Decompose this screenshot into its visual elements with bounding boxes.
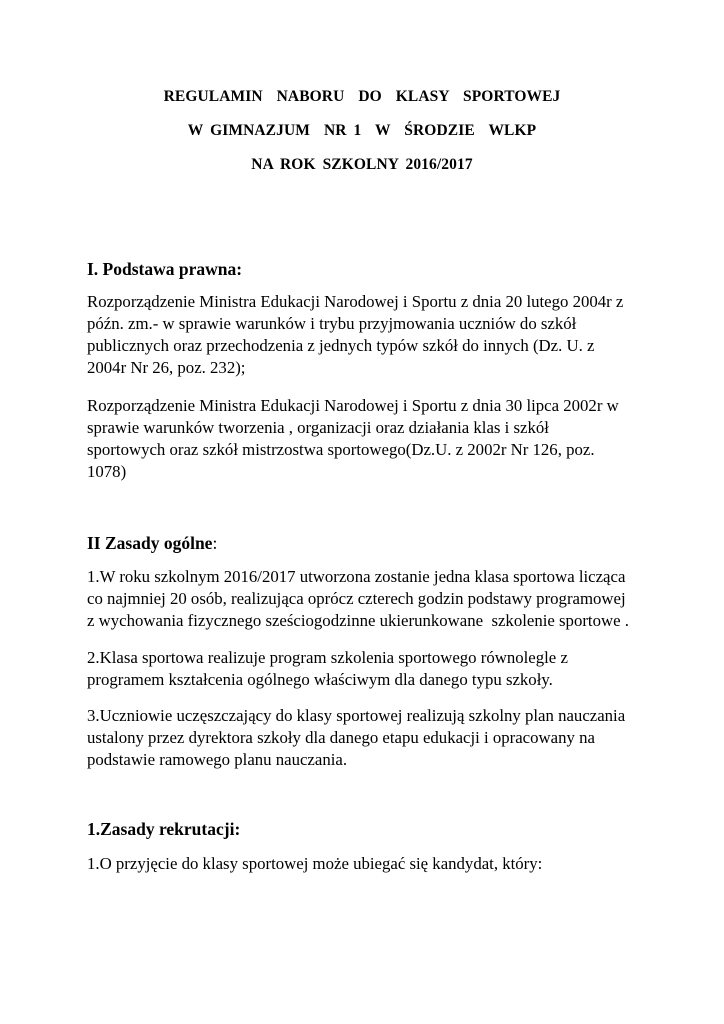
- paragraph-line: podstawie ramowego planu nauczania.: [87, 750, 348, 769]
- legal-basis-paragraph-1: [87, 291, 647, 379]
- paragraph-line: późn. zm.- w sprawie warunków i trybu przyjmowania uczniów do szkół: [87, 314, 577, 333]
- section-heading-recruitment-rules: 1.Zasady rekrutacji:: [87, 819, 241, 839]
- paragraph-line: Rozporządzenie Ministra Edukacji Narodowej i Sportu z dnia 20 lutego 2004r z: [87, 292, 624, 311]
- general-rules-item-2: [87, 647, 647, 691]
- legal-basis-paragraph-2: [87, 395, 647, 483]
- paragraph-line: z wychowania fizycznego sześciogodzinne ukierunkowane szkolenie sportowe .: [87, 611, 629, 630]
- recruitment-rules-item-1: [87, 853, 647, 875]
- paragraph-line: Rozporządzenie Ministra Edukacji Narodowej i Sportu z dnia 30 lipca 2002r w: [87, 396, 619, 415]
- paragraph-line: sportowych oraz szkół mistrzostwa sportowego(Dz.U. z 2002r Nr 126, poz.: [87, 440, 595, 459]
- heading-colon: :: [212, 533, 218, 553]
- general-rules-item-1: [87, 566, 647, 632]
- document-title-line-3: NA ROK SZKOLNY 2016/2017: [251, 156, 473, 173]
- paragraph-line: programem kształcenia ogólnego właściwym dla danego typu szkoły.: [87, 670, 553, 689]
- paragraph-line: sprawie warunków tworzenia , organizacji oraz działania klas i szkół: [87, 418, 549, 437]
- document-title-line-1: REGULAMIN NABORU DO KLASY SPORTOWEJ: [163, 88, 561, 105]
- paragraph-line: 2.Klasa sportowa realizuje program szkolenia sportowego równolegle z: [87, 648, 568, 667]
- general-rules-item-3: [87, 705, 647, 771]
- paragraph-line: publicznych oraz przechodzenia z jednych typów szkół do innych (Dz. U. z: [87, 336, 595, 355]
- paragraph-line: co najmniej 20 osób, realizująca oprócz czterech godzin podstawy programowej: [87, 589, 626, 608]
- paragraph-line: 1078): [87, 462, 127, 481]
- paragraph-line: ustalony przez dyrektora szkoły dla danego etapu edukacji i opracowany na: [87, 728, 595, 747]
- document-title-line-2: W GIMNAZJUM NR 1 W ŚRODZIE WLKP: [187, 122, 537, 139]
- heading-text: II Zasady ogólne: [87, 533, 213, 553]
- section-heading-legal-basis: I. Podstawa prawna:: [87, 259, 243, 279]
- section-heading-general-rules: [87, 533, 217, 554]
- paragraph-line: 2004r Nr 26, poz. 232);: [87, 358, 246, 377]
- paragraph-line: 1.O przyjęcie do klasy sportowej może ubiegać się kandydat, który:: [87, 854, 543, 873]
- paragraph-line: 3.Uczniowie uczęszczający do klasy sportowej realizują szkolny plan nauczania: [87, 706, 626, 725]
- paragraph-line: 1.W roku szkolnym 2016/2017 utworzona zostanie jedna klasa sportowa licząca: [87, 567, 626, 586]
